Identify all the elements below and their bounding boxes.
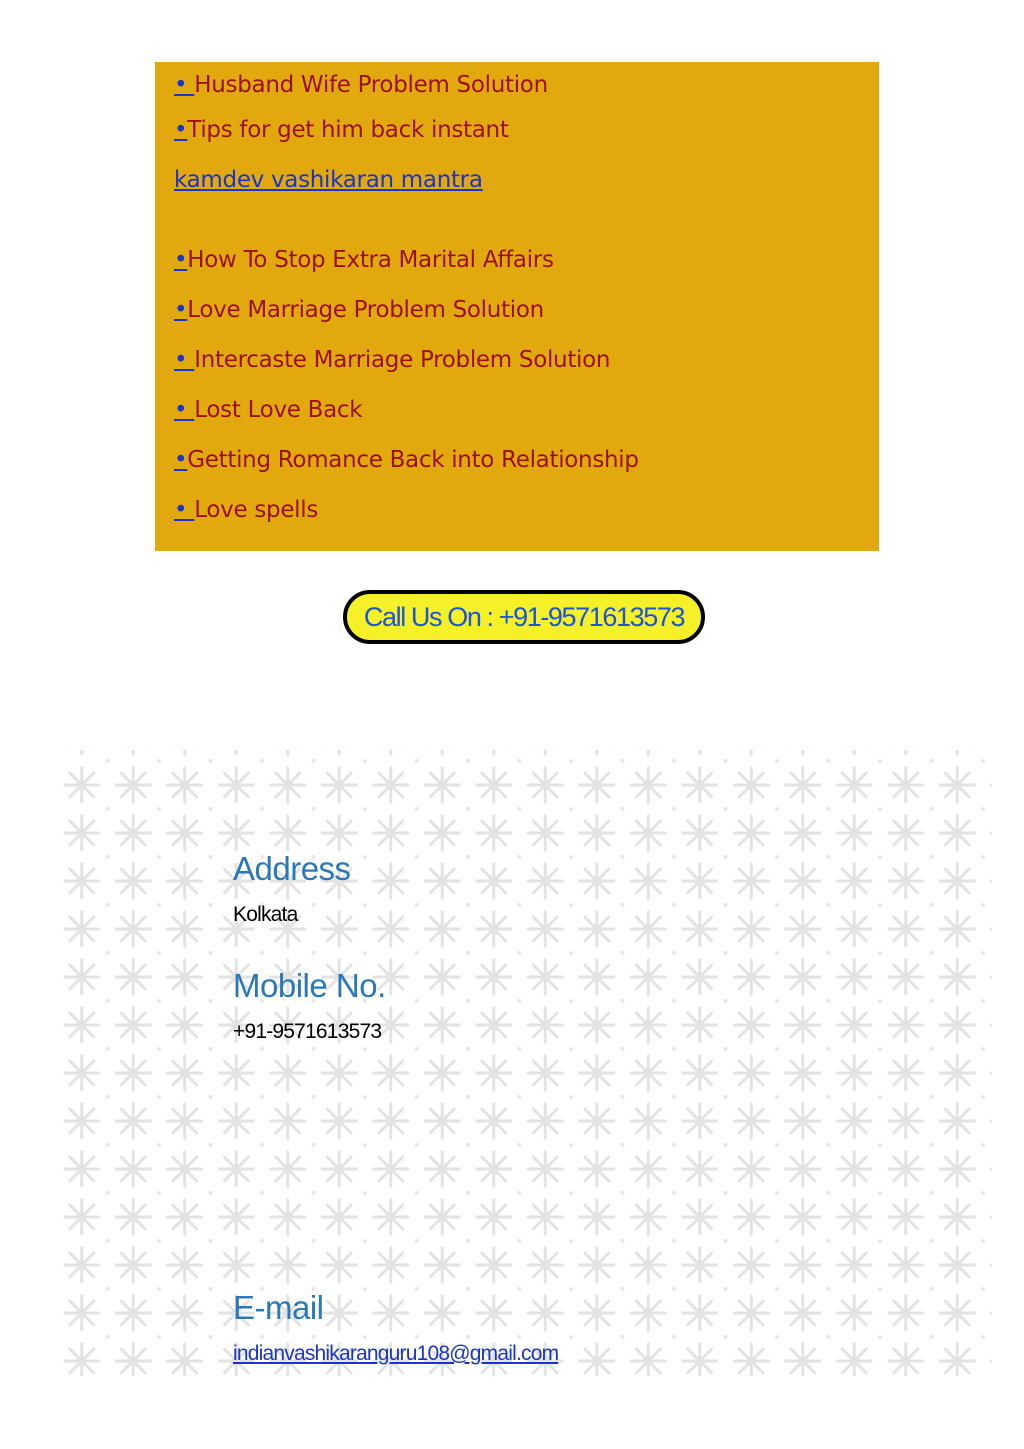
service-item-love-spells[interactable] (174, 497, 318, 523)
service-label: Love spells (194, 497, 319, 523)
bullet-link[interactable]: • (174, 347, 195, 373)
bullet-link[interactable]: • (174, 447, 188, 473)
service-label: Getting Romance Back into Relationship (187, 447, 639, 473)
service-item-romance[interactable] (174, 447, 639, 473)
bullet-link[interactable]: • (174, 117, 188, 143)
bullet-link[interactable]: • (174, 72, 195, 98)
bullet-link[interactable]: • (174, 397, 195, 423)
service-item-husband-wife[interactable] (174, 72, 548, 98)
mobile-heading: Mobile No. (233, 967, 386, 1004)
kamdev-vashikaran-link[interactable]: kamdev vashikaran mantra (174, 167, 483, 193)
service-item-extra-marital[interactable] (174, 247, 554, 273)
service-label: Husband Wife Problem Solution (194, 72, 548, 98)
service-label: Lost Love Back (194, 397, 363, 423)
bullet-link[interactable]: • (174, 497, 195, 523)
service-item-get-him-back[interactable] (174, 117, 509, 143)
call-us-label: Call Us On : +91-9571613573 (363, 601, 685, 632)
email-heading: E-mail (233, 1289, 324, 1326)
star-pattern-background (60, 750, 992, 1376)
service-item-love-marriage[interactable] (174, 297, 544, 323)
service-label: How To Stop Extra Marital Affairs (187, 247, 554, 273)
call-us-button[interactable] (343, 590, 705, 644)
service-label: Intercaste Marriage Problem Solution (194, 347, 611, 373)
mobile-value: +91-9571613573 (233, 1020, 382, 1043)
bullet-link[interactable]: • (174, 247, 188, 273)
service-label: Love Marriage Problem Solution (187, 297, 544, 323)
address-heading: Address (233, 850, 351, 887)
address-value: Kolkata (233, 903, 298, 926)
service-item-intercaste[interactable] (174, 347, 610, 373)
bullet-link[interactable]: • (174, 297, 188, 323)
service-item-lost-love[interactable] (174, 397, 362, 423)
email-link[interactable]: indianvashikaranguru108@gmail.com (233, 1342, 559, 1365)
service-label: Tips for get him back instant (187, 117, 509, 143)
